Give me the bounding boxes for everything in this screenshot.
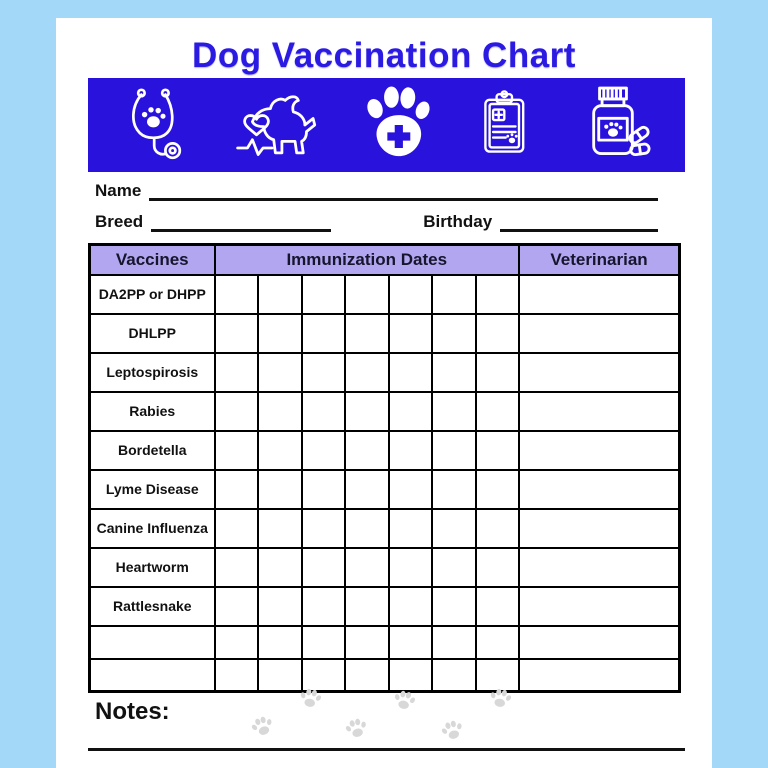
paw-print-icon xyxy=(437,715,469,747)
immunization-date-cell xyxy=(389,509,433,548)
veterinarian-cell xyxy=(519,548,679,587)
immunization-date-cell xyxy=(476,392,520,431)
table-header-row xyxy=(90,245,680,275)
immunization-date-cell xyxy=(258,548,302,587)
vaccine-table-body xyxy=(90,275,680,692)
immunization-date-cell xyxy=(215,275,259,314)
immunization-date-cell xyxy=(389,275,433,314)
immunization-date-cell xyxy=(476,626,520,659)
immunization-date-cell xyxy=(345,353,389,392)
veterinarian-cell xyxy=(519,470,679,509)
table-row xyxy=(90,626,680,659)
immunization-date-cell xyxy=(215,314,259,353)
veterinarian-header: Veterinarian xyxy=(519,245,679,275)
immunization-date-cell xyxy=(389,548,433,587)
immunization-date-cell xyxy=(476,314,520,353)
immunization-date-cell xyxy=(476,275,520,314)
name-label: Name xyxy=(95,181,142,200)
breed-field-row xyxy=(95,212,658,232)
immunization-date-cell xyxy=(389,431,433,470)
notes-label: Notes: xyxy=(95,698,170,725)
table-row xyxy=(90,470,680,509)
table-row xyxy=(90,431,680,470)
immunization-date-cell xyxy=(302,275,346,314)
veterinarian-cell xyxy=(519,509,679,548)
table-row xyxy=(90,509,680,548)
breed-label: Breed xyxy=(95,212,144,231)
paw-prints-decoration xyxy=(236,682,518,746)
immunization-date-cell xyxy=(345,470,389,509)
vaccination-clipboard-icon xyxy=(470,83,540,167)
table-row xyxy=(90,587,680,626)
immunization-date-cell xyxy=(432,470,476,509)
table-row xyxy=(90,392,680,431)
immunization-date-cell xyxy=(345,314,389,353)
immunization-date-cell xyxy=(476,431,520,470)
immunization-date-cell xyxy=(389,587,433,626)
immunization-date-cell xyxy=(476,587,520,626)
veterinarian-cell xyxy=(519,587,679,626)
immunization-date-cell xyxy=(215,509,259,548)
immunization-date-cell xyxy=(258,626,302,659)
table-row xyxy=(90,353,680,392)
page-title: Dog Vaccination Chart xyxy=(192,36,576,75)
immunization-date-cell xyxy=(215,431,259,470)
immunization-date-cell xyxy=(302,431,346,470)
immunization-date-cell xyxy=(258,275,302,314)
immunization-date-cell xyxy=(389,392,433,431)
immunization-date-cell xyxy=(302,509,346,548)
immunization-date-cell xyxy=(476,548,520,587)
immunization-date-cell xyxy=(345,587,389,626)
vaccine-name-cell: DHLPP xyxy=(90,314,215,353)
table-row xyxy=(90,314,680,353)
name-field-row xyxy=(95,181,658,201)
immunization-date-cell xyxy=(389,314,433,353)
vaccines-header: Vaccines xyxy=(90,245,215,275)
paw-print-icon xyxy=(390,686,420,716)
immunization-date-cell xyxy=(302,314,346,353)
immunization-date-cell xyxy=(258,353,302,392)
vaccine-name-cell: Leptospirosis xyxy=(90,353,215,392)
vaccine-name-cell xyxy=(90,659,215,692)
immunization-date-cell xyxy=(345,431,389,470)
immunization-date-cell xyxy=(302,548,346,587)
dog-heartbeat-icon xyxy=(229,84,325,166)
immunization-date-cell xyxy=(389,353,433,392)
immunization-date-cell xyxy=(476,353,520,392)
paw-print-icon xyxy=(296,684,325,713)
notes-blank-line xyxy=(88,748,685,751)
veterinarian-cell xyxy=(519,659,679,692)
icon-banner xyxy=(88,78,685,172)
immunization-date-cell xyxy=(302,353,346,392)
vaccine-name-cell: Heartworm xyxy=(90,548,215,587)
immunization-date-cell xyxy=(432,275,476,314)
printable-page xyxy=(56,18,712,768)
table-row xyxy=(90,275,680,314)
veterinarian-cell xyxy=(519,431,679,470)
immunization-date-cell xyxy=(432,431,476,470)
immunization-date-cell xyxy=(215,548,259,587)
immunization-date-cell xyxy=(258,392,302,431)
immunization-date-cell xyxy=(215,587,259,626)
name-blank-line xyxy=(149,185,658,201)
immunization-date-cell xyxy=(258,470,302,509)
immunization-date-cell xyxy=(215,470,259,509)
paw-print-icon xyxy=(486,684,515,713)
immunization-date-cell xyxy=(302,392,346,431)
immunization-date-cell xyxy=(389,470,433,509)
veterinarian-cell xyxy=(519,353,679,392)
immunization-date-cell xyxy=(258,587,302,626)
veterinarian-cell xyxy=(519,392,679,431)
medicine-bottle-pills-icon xyxy=(571,83,655,167)
veterinarian-cell xyxy=(519,275,679,314)
immunization-date-cell xyxy=(302,470,346,509)
vaccine-name-cell: DA2PP or DHPP xyxy=(90,275,215,314)
vaccine-name-cell: Canine Influenza xyxy=(90,509,215,548)
immunization-date-cell xyxy=(345,275,389,314)
table-row xyxy=(90,548,680,587)
immunization-dates-header: Immunization Dates xyxy=(215,245,520,275)
immunization-date-cell xyxy=(345,392,389,431)
immunization-date-cell xyxy=(258,314,302,353)
vaccine-name-cell: Rabies xyxy=(90,392,215,431)
immunization-date-cell xyxy=(432,353,476,392)
vaccine-name-cell: Rattlesnake xyxy=(90,587,215,626)
veterinarian-cell xyxy=(519,626,679,659)
immunization-date-cell xyxy=(389,626,433,659)
immunization-date-cell xyxy=(345,626,389,659)
vaccine-name-cell: Bordetella xyxy=(90,431,215,470)
stethoscope-paw-icon xyxy=(119,84,199,166)
immunization-date-cell xyxy=(215,626,259,659)
paw-print-icon xyxy=(341,713,372,744)
immunization-date-cell xyxy=(476,509,520,548)
immunization-date-cell xyxy=(215,392,259,431)
immunization-date-cell xyxy=(215,353,259,392)
paw-print-icon xyxy=(246,710,278,742)
immunization-date-cell xyxy=(432,587,476,626)
immunization-date-cell xyxy=(432,392,476,431)
birthday-blank-line xyxy=(500,216,658,232)
immunization-date-cell xyxy=(432,314,476,353)
immunization-date-cell xyxy=(345,509,389,548)
vaccination-table xyxy=(88,243,681,693)
vaccine-name-cell: Lyme Disease xyxy=(90,470,215,509)
immunization-date-cell xyxy=(476,470,520,509)
paw-medical-cross-icon xyxy=(356,84,440,166)
breed-blank-line xyxy=(151,216,331,232)
vaccine-name-cell xyxy=(90,626,215,659)
immunization-date-cell xyxy=(432,509,476,548)
immunization-date-cell xyxy=(432,626,476,659)
veterinarian-cell xyxy=(519,314,679,353)
immunization-date-cell xyxy=(302,626,346,659)
immunization-date-cell xyxy=(302,587,346,626)
immunization-date-cell xyxy=(258,431,302,470)
immunization-date-cell xyxy=(432,548,476,587)
birthday-label: Birthday xyxy=(423,212,493,231)
immunization-date-cell xyxy=(345,548,389,587)
immunization-date-cell xyxy=(258,509,302,548)
